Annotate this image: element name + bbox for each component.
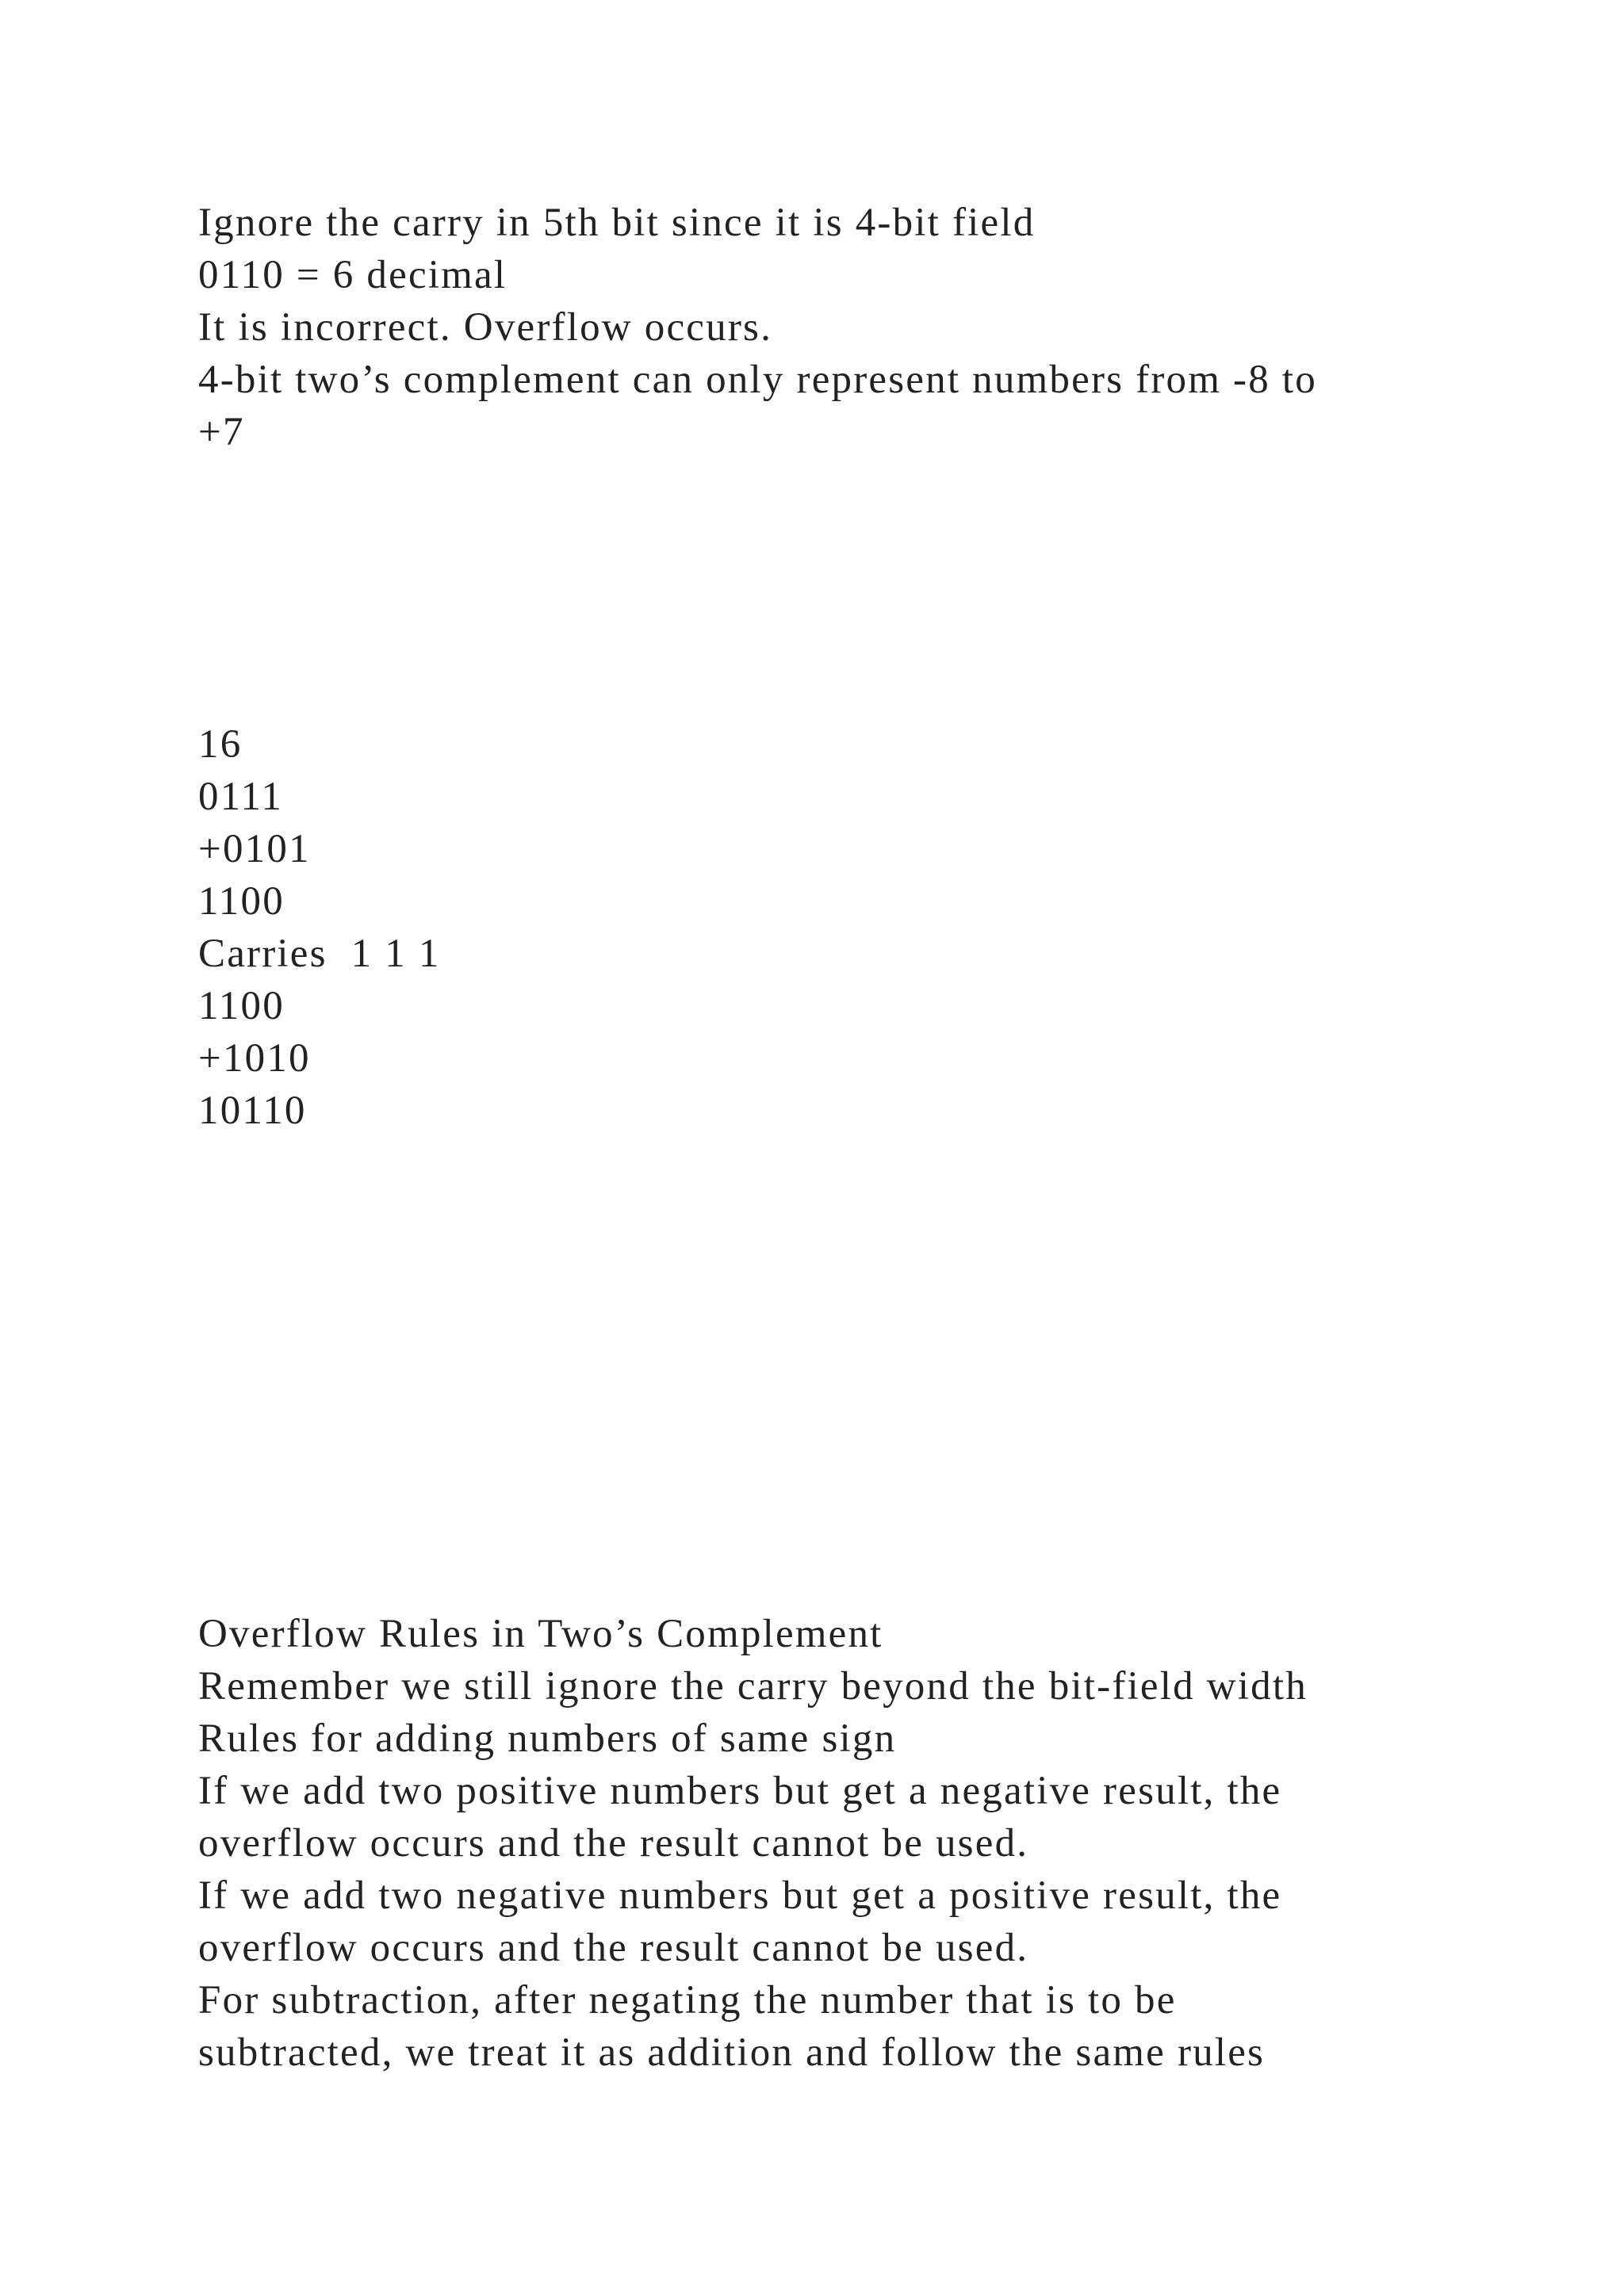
operand-line: 0111 (198, 775, 284, 819)
overflow-rules-section (198, 1608, 1435, 2079)
text-line: overflow occurs and the result cannot be used. (198, 1926, 1029, 1970)
section-heading: Overflow Rules in Two’s Complement (198, 1612, 883, 1656)
text-line: If we add two positive numbers but get a negative result, the (198, 1769, 1282, 1813)
text-line: 4-bit two’s complement can only represent numbers from -8 to (198, 358, 1317, 402)
result-line: 10110 (198, 1089, 307, 1133)
text-line: Remember we still ignore the carry beyond the bit-field width (198, 1664, 1308, 1709)
operand-line: +0101 (198, 827, 311, 871)
text-line: It is incorrect. Overflow occurs. (198, 305, 773, 350)
result-line: 1100 (198, 879, 285, 924)
text-line: Ignore the carry in 5th bit since it is 4-bit field (198, 201, 1036, 245)
text-line: For subtraction, after negating the number that is to be (198, 1978, 1177, 2022)
text-line: 0110 = 6 decimal (198, 253, 508, 297)
binary-addition-example (198, 718, 1435, 1137)
overflow-note-section (198, 197, 1435, 458)
text-line: subtracted, we treat it as addition and follow the same rules (198, 2030, 1266, 2075)
text-line: overflow occurs and the result cannot be used. (198, 1821, 1029, 1866)
text-line: +7 (198, 410, 245, 454)
example-number: 16 (198, 722, 243, 767)
text-line: If we add two negative numbers but get a positive result, the (198, 1873, 1282, 1918)
text-line: Rules for adding numbers of same sign (198, 1716, 897, 1761)
carries-line: Carries 1 1 1 (198, 932, 441, 976)
operand-line: +1010 (198, 1036, 311, 1081)
operand-line: 1100 (198, 984, 285, 1028)
